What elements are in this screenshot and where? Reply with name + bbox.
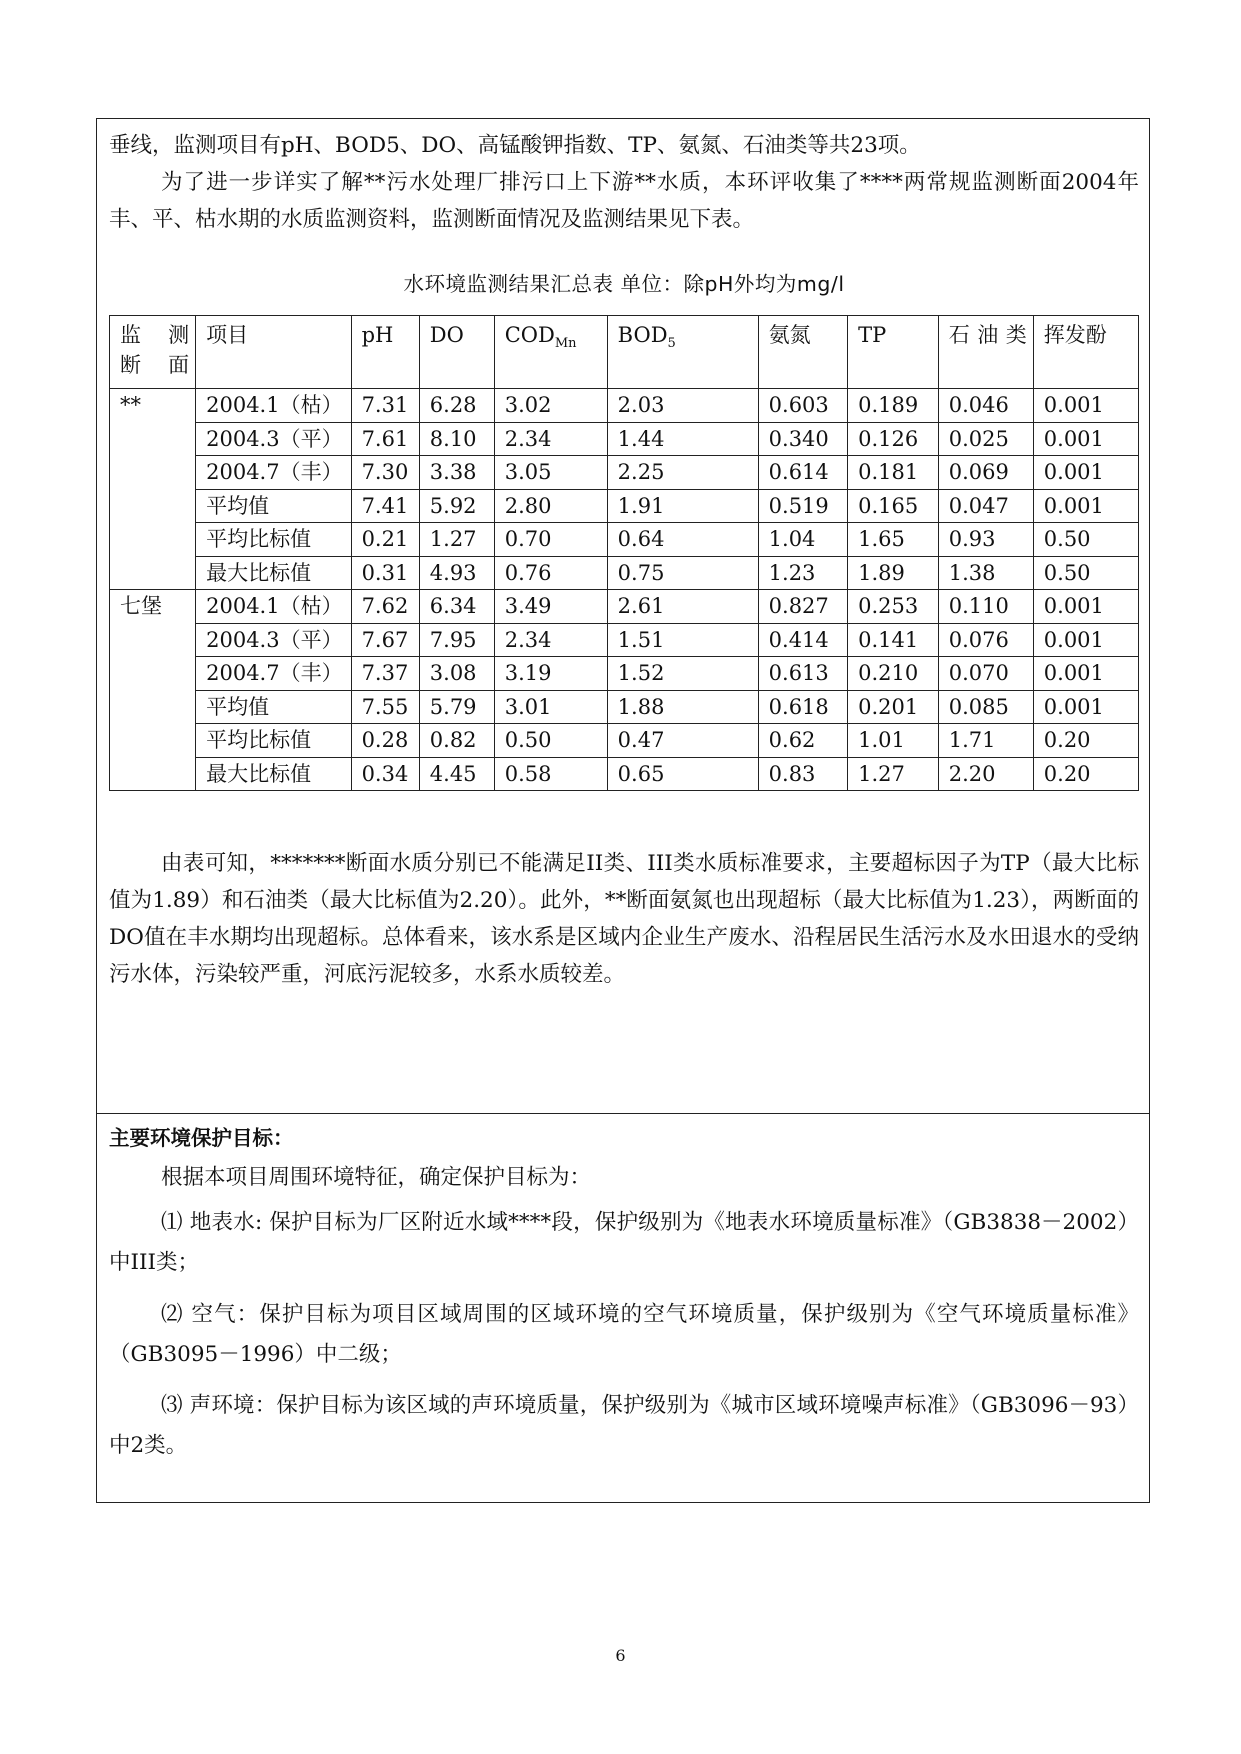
- value-cell: 0.076: [938, 623, 1033, 657]
- value-cell: 6.28: [419, 389, 494, 423]
- value-cell: 2.61: [607, 590, 758, 624]
- value-cell: 1.71: [938, 724, 1033, 758]
- value-cell: 0.047: [938, 489, 1033, 523]
- value-cell: 0.31: [351, 556, 419, 590]
- value-cell: 0.210: [848, 657, 939, 691]
- value-cell: 0.046: [938, 389, 1033, 423]
- protection-intro: 根据本项目周围环境特征，确定保护目标为：: [161, 1165, 592, 1190]
- value-cell: 1.65: [848, 523, 939, 557]
- value-cell: 0.614: [758, 456, 847, 490]
- value-cell: 0.001: [1033, 456, 1138, 490]
- row-label-cell: 2004.7（丰）: [196, 456, 351, 490]
- value-cell: 5.92: [419, 489, 494, 523]
- section-title: 主要环境保护目标：: [109, 1126, 294, 1150]
- row-label-cell: 2004.7（丰）: [196, 657, 351, 691]
- site-name-cell: 七堡: [110, 590, 196, 791]
- value-cell: 2.34: [494, 422, 607, 456]
- value-cell: 0.340: [758, 422, 847, 456]
- value-cell: 1.04: [758, 523, 847, 557]
- table-row: [110, 724, 1139, 758]
- value-cell: 0.110: [938, 590, 1033, 624]
- row-label-cell: 平均值: [196, 489, 351, 523]
- header-cod: $COD_{Mn}$: [494, 316, 607, 389]
- value-cell: 0.001: [1033, 590, 1138, 624]
- value-cell: 0.20: [1033, 724, 1138, 758]
- protection-item-noise: ⑶ 声环境：保护目标为该区域的声环境质量，保护级别为《城市区域环境噪声标准》（GB3096－93）中2类。: [109, 1393, 1139, 1458]
- table-row: [110, 489, 1139, 523]
- value-cell: 0.50: [1033, 523, 1138, 557]
- value-cell: 0.93: [938, 523, 1033, 557]
- protection-item-air: ⑵ 空气：保护目标为项目区域周围的区域环境的空气环境质量，保护级别为《空气环境质量标准》（GB3095－1996）中二级；: [109, 1302, 1139, 1367]
- value-cell: 3.49: [494, 590, 607, 624]
- value-cell: 0.50: [494, 724, 607, 758]
- value-cell: 0.827: [758, 590, 847, 624]
- value-cell: 6.34: [419, 590, 494, 624]
- header-phenol: 挥发酚: [1033, 316, 1138, 389]
- value-cell: 7.61: [351, 422, 419, 456]
- value-cell: 0.50: [1033, 556, 1138, 590]
- value-cell: 8.10: [419, 422, 494, 456]
- value-cell: 1.27: [419, 523, 494, 557]
- value-cell: 0.83: [758, 757, 847, 791]
- header-ammonia: 氨氮: [758, 316, 847, 389]
- header-petroleum: 石 油 类: [938, 316, 1033, 389]
- value-cell: 0.82: [419, 724, 494, 758]
- value-cell: 7.37: [351, 657, 419, 691]
- value-cell: 0.025: [938, 422, 1033, 456]
- value-cell: 3.05: [494, 456, 607, 490]
- value-cell: 1.91: [607, 489, 758, 523]
- value-cell: 0.001: [1033, 657, 1138, 691]
- value-cell: 0.65: [607, 757, 758, 791]
- value-cell: 1.23: [758, 556, 847, 590]
- value-cell: 0.62: [758, 724, 847, 758]
- value-cell: 0.75: [607, 556, 758, 590]
- table-header-row: [110, 316, 1139, 389]
- value-cell: 0.001: [1033, 489, 1138, 523]
- value-cell: 0.069: [938, 456, 1033, 490]
- table-row: [110, 690, 1139, 724]
- value-cell: 5.79: [419, 690, 494, 724]
- value-cell: 0.47: [607, 724, 758, 758]
- paragraph-monitoring-items: 垂线，监测项目有pH、BOD5、DO、高锰酸钾指数、TP、氨氮、石油类等共23项。: [109, 133, 921, 158]
- value-cell: 7.62: [351, 590, 419, 624]
- row-label-cell: 平均比标值: [196, 724, 351, 758]
- value-cell: 7.41: [351, 489, 419, 523]
- value-cell: 0.28: [351, 724, 419, 758]
- value-cell: 1.38: [938, 556, 1033, 590]
- value-cell: 0.165: [848, 489, 939, 523]
- value-cell: 4.93: [419, 556, 494, 590]
- value-cell: 3.08: [419, 657, 494, 691]
- header-ph: pH: [351, 316, 419, 389]
- value-cell: 0.001: [1033, 690, 1138, 724]
- value-cell: 1.51: [607, 623, 758, 657]
- protection-item-surface-water: ⑴ 地表水: 保护目标为厂区附近水域****段，保护级别为《地表水环境质量标准》（GB3838－2002）中III类；: [109, 1210, 1139, 1275]
- row-label-cell: 最大比标值: [196, 757, 351, 791]
- table-row: [110, 657, 1139, 691]
- monitoring-section: [96, 118, 1150, 1114]
- value-cell: 7.95: [419, 623, 494, 657]
- value-cell: 0.181: [848, 456, 939, 490]
- value-cell: 2.34: [494, 623, 607, 657]
- value-cell: 0.70: [494, 523, 607, 557]
- table-row: [110, 590, 1139, 624]
- value-cell: 2.25: [607, 456, 758, 490]
- table-row: [110, 456, 1139, 490]
- value-cell: 7.31: [351, 389, 419, 423]
- value-cell: 0.618: [758, 690, 847, 724]
- value-cell: 1.52: [607, 657, 758, 691]
- row-label-cell: 2004.3（平）: [196, 422, 351, 456]
- table-row: [110, 757, 1139, 791]
- row-label-cell: 最大比标值: [196, 556, 351, 590]
- value-cell: 3.01: [494, 690, 607, 724]
- table-row: [110, 389, 1139, 423]
- value-cell: 0.189: [848, 389, 939, 423]
- protection-targets-section: [96, 1113, 1150, 1503]
- site-name-cell: **: [110, 389, 196, 590]
- header-site: 监 测 断面: [110, 316, 196, 389]
- value-cell: 7.67: [351, 623, 419, 657]
- table-row: [110, 556, 1139, 590]
- page-number: 6: [615, 1646, 626, 1665]
- row-label-cell: 2004.1（枯）: [196, 389, 351, 423]
- row-label-cell: 2004.1（枯）: [196, 590, 351, 624]
- value-cell: 3.02: [494, 389, 607, 423]
- value-cell: 7.30: [351, 456, 419, 490]
- value-cell: 0.58: [494, 757, 607, 791]
- value-cell: 1.27: [848, 757, 939, 791]
- value-cell: 0.001: [1033, 389, 1138, 423]
- value-cell: 1.01: [848, 724, 939, 758]
- value-cell: 0.613: [758, 657, 847, 691]
- header-bod: $BOD_5$: [607, 316, 758, 389]
- value-cell: 2.20: [938, 757, 1033, 791]
- value-cell: 0.21: [351, 523, 419, 557]
- row-label-cell: 平均比标值: [196, 523, 351, 557]
- value-cell: 1.44: [607, 422, 758, 456]
- value-cell: 0.141: [848, 623, 939, 657]
- table-row: [110, 623, 1139, 657]
- value-cell: 0.519: [758, 489, 847, 523]
- header-do: DO: [419, 316, 494, 389]
- value-cell: 0.76: [494, 556, 607, 590]
- paragraph-data-source: 为了进一步详实了解**污水处理厂排污口上下游**水质，本环评收集了****两常规监测断面2004年丰、平、枯水期的水质监测资料，监测断面情况及监测结果见下表。: [109, 170, 1139, 232]
- value-cell: 4.45: [419, 757, 494, 791]
- value-cell: 0.201: [848, 690, 939, 724]
- value-cell: 2.80: [494, 489, 607, 523]
- value-cell: 0.001: [1033, 422, 1138, 456]
- table-row: [110, 523, 1139, 557]
- value-cell: 2.03: [607, 389, 758, 423]
- row-label-cell: 平均值: [196, 690, 351, 724]
- value-cell: 0.34: [351, 757, 419, 791]
- header-item: 项目: [196, 316, 351, 389]
- value-cell: 1.89: [848, 556, 939, 590]
- value-cell: 7.55: [351, 690, 419, 724]
- value-cell: 0.001: [1033, 623, 1138, 657]
- value-cell: 0.414: [758, 623, 847, 657]
- value-cell: 3.38: [419, 456, 494, 490]
- row-label-cell: 2004.3（平）: [196, 623, 351, 657]
- table-caption: 水环境监测结果汇总表 单位：除pH外均为mg/l: [403, 272, 845, 296]
- table-row: [110, 422, 1139, 456]
- value-cell: 0.253: [848, 590, 939, 624]
- header-tp: TP: [848, 316, 939, 389]
- paragraph-conclusion: 由表可知，*******断面水质分别已不能满足II类、III类水质标准要求，主要超标因子为TP（最大比标值为1.89）和石油类（最大比标值为2.20）。此外，**断面氨氮也出现超标（最大比标值为1.23），两断面的DO值在丰水期均出现超标。总体看来，该水系是区域内企业生产废水、沿程居民生活污水及水田退水的受纳污水体，污染较严重，河底污泥较多，水系水质较差。: [109, 851, 1139, 987]
- value-cell: 0.126: [848, 422, 939, 456]
- water-quality-table: [109, 315, 1139, 791]
- value-cell: 3.19: [494, 657, 607, 691]
- value-cell: 0.64: [607, 523, 758, 557]
- value-cell: 0.603: [758, 389, 847, 423]
- value-cell: 1.88: [607, 690, 758, 724]
- value-cell: 0.20: [1033, 757, 1138, 791]
- value-cell: 0.085: [938, 690, 1033, 724]
- value-cell: 0.070: [938, 657, 1033, 691]
